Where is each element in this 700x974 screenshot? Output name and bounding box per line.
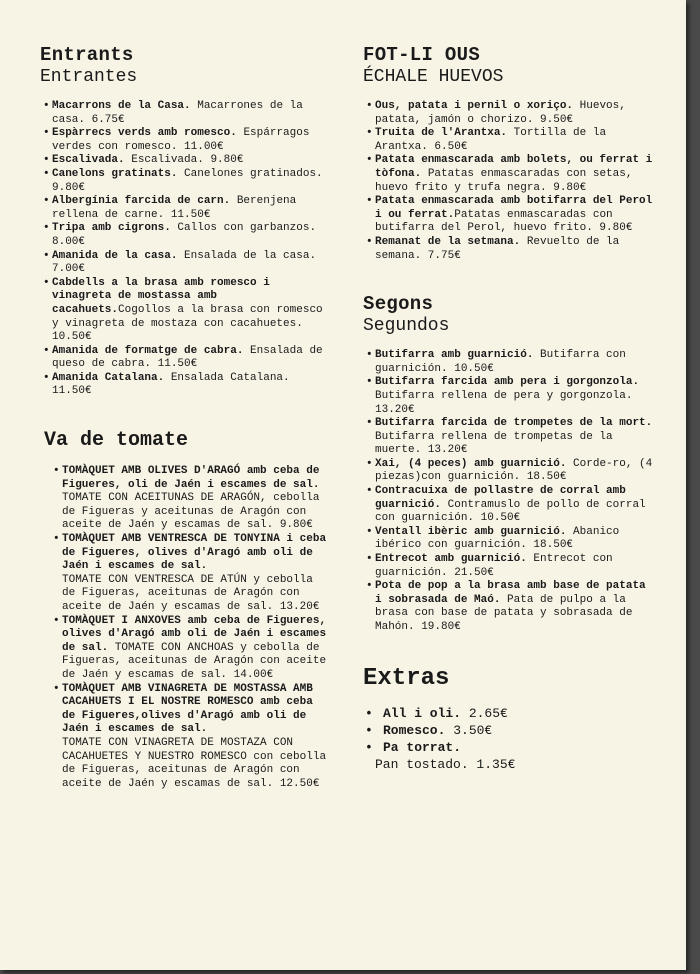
menu-item (40, 277, 330, 345)
extras-section (363, 665, 653, 773)
item-name: Patata enmascarada amb bolets, ou ferrat i tòfona. (375, 154, 653, 180)
item-name: Butifarra farcida amb pera i gorgonzola. (375, 376, 640, 389)
menu-item (363, 485, 653, 526)
item-name: Ous, patata i pernil o xoriço. (375, 100, 574, 112)
ous-section (363, 44, 653, 263)
menu-item (363, 349, 653, 376)
entrants-section (40, 44, 330, 399)
item-name: Contracuixa de pollastre de corral amb guarnició. (375, 485, 626, 511)
item-name: Amanida Catalana. (52, 371, 165, 384)
item-description: TOMATE CON ACEITUNAS DE ARAGÓN, cebolla de Figueras y aceitunas de Aragón con aceite de Jaén y escamas de sal. 9.80€ (62, 492, 320, 532)
menu-item (40, 127, 330, 154)
menu-item (363, 376, 653, 417)
menu-item (363, 154, 653, 195)
item-name: Albergínia farcida de carn. (52, 195, 231, 208)
right-column (363, 44, 653, 803)
menu-item (363, 722, 653, 739)
item-description: 2.65€ (461, 705, 508, 721)
item-name: Remanat de la setmana. (375, 235, 521, 248)
menu-item (40, 222, 330, 249)
item-name: All i oli. (383, 705, 462, 721)
item-name: TOMÀQUET AMB VINAGRETA DE MOSTASSA AMB CACAHUETS I EL NOSTRE ROMESCO amb ceba de Figueres,olives d'Aragó amb oli de Jaén i escames de sal. (62, 682, 313, 736)
menu-item (363, 553, 653, 580)
menu-item (363, 705, 653, 722)
menu-item (363, 236, 653, 263)
menu-item (363, 526, 653, 553)
item-description: Espárragos verdes con romesco. 11.00€ (52, 127, 310, 153)
item-description: Abanico ibérico con guarnición. 18.50€ (375, 525, 620, 552)
item-name: Romesco. (383, 722, 446, 738)
ous-list (363, 100, 653, 263)
item-name: Pa torrat. (383, 739, 462, 755)
menu-item (40, 154, 330, 168)
menu-item (363, 100, 653, 127)
item-name: Ventall ibèric amb guarnició. (375, 525, 567, 538)
item-description: Cogollos a la brasa con romesco y vinagreta de mostaza con cacahuetes. 10.50€ (52, 303, 323, 344)
item-description: TOMATE CON VENTRESCA DE ATÚN y cebolla de Figueras, aceitunas de Aragón con aceite de Jaén y escamas de sal. 13.20€ (62, 573, 320, 613)
item-description: Butifarra rellena de trompetas de la muerte. 13.20€ (375, 430, 613, 457)
item-name: Xai, (4 peces) amb guarnició. (375, 457, 567, 470)
menu-item (40, 168, 330, 195)
segons-subtitle: Segundos (363, 316, 450, 337)
item-name: Butifarra amb guarnició. (375, 349, 534, 362)
item-name: TOMÀQUET I ANXOVES amb ceba de Figueres, olives d'Aragó amb oli de Jaén i escames de sal. (62, 614, 327, 654)
item-description: Revuelto de la semana. 7.75€ (375, 235, 620, 262)
item-description: Corde-ro, (4 piezas)con guarnición. 18.50€ (375, 457, 653, 484)
item-description: Entrecot con guarnición. 21.50€ (375, 553, 613, 579)
item-description: Ensalada Catalana. 11.50€ (52, 371, 290, 398)
extras-title: Extras (363, 664, 450, 692)
menu-item (363, 417, 653, 458)
item-description: Patatas enmascaradas con butifarra del Perol, huevo frito. 9.80€ (375, 208, 633, 235)
ous-title: FOT-LI OUS (363, 44, 481, 66)
segons-title: Segons (363, 293, 434, 316)
item-name: Cabdells a la brasa amb romesco i vinagreta de mostassa amb cacahuets. (52, 276, 270, 316)
item-name: Macarrons de la Casa. (52, 100, 191, 112)
item-name: Tripa amb cigrons. (52, 222, 171, 235)
item-description: 3.50€ (445, 722, 493, 738)
entrants-list (40, 100, 330, 399)
item-name: Amanida de formatge de cabra. (52, 344, 244, 357)
item-description: TOMATE CON ANCHOAS y cebolla de Figueras, aceitunas de Aragón con aceite de Jaén y escamas de sal. 14.00€ (62, 641, 327, 681)
menu-item (363, 195, 653, 236)
menu-item (40, 100, 330, 127)
tomate-title: Va de tomate (44, 429, 189, 453)
item-description: Berenjena rellena de carne. 11.50€ (52, 195, 297, 221)
item-description: Huevos, patata, jamón o chorizo. 9.50€ (375, 100, 626, 126)
item-name: Canelons gratinats. (52, 167, 178, 180)
entrants-subtitle: Entrantes (40, 67, 138, 87)
menu-item (40, 250, 330, 277)
menu-item (50, 615, 330, 683)
ous-subtitle: ÉCHALE HUEVOS (363, 67, 504, 87)
item-description: TOMATE CON VINAGRETA DE MOSTAZA CON CACAHUETES Y NUESTRO ROMESCO con cebolla de Figueras, aceitunas de Aragón con aceite de Jaén y escamas de sal. 12.50€ (62, 736, 327, 790)
menu-item (363, 458, 653, 485)
item-description: Butifarra con guarnición. 10.50€ (375, 349, 626, 375)
menu-item (40, 372, 330, 399)
item-name: Truita de l'Arantxa. (375, 127, 508, 140)
item-name: Amanida de la casa. (52, 249, 178, 262)
item-name: Entrecot amb guarnició. (375, 553, 527, 566)
item-description: Ensalada de la casa. 7.00€ (52, 249, 317, 276)
item-name: TOMÀQUET AMB VENTRESCA DE TONYINA i ceba de Figueres, olives d'Aragó amb oli de Jaén i escames de sal. (62, 533, 327, 573)
menu-item (363, 739, 653, 773)
item-name: Butifarra farcida de trompetes de la mort. (375, 417, 653, 430)
menu-item (50, 533, 330, 615)
item-description: Butifarra rellena de pera y gorgonzola. 13.20€ (375, 389, 633, 416)
item-description: Ensalada de queso de cabra. 11.50€ (52, 344, 323, 371)
menu-item (363, 127, 653, 154)
extras-list (363, 705, 653, 773)
item-name: Espàrrecs verds amb romesco. (52, 127, 237, 140)
item-description: Contramuslo de pollo de corral con guarnición. 10.50€ (375, 498, 646, 525)
menu-item (40, 195, 330, 222)
item-name: Pota de pop a la brasa amb base de patata i sobrasada de Maó. (375, 580, 646, 606)
segons-list (363, 349, 653, 634)
left-column (40, 44, 330, 821)
item-description: Canelones gratinados. 9.80€ (52, 167, 323, 194)
item-name: TOMÀQUET AMB OLIVES D'ARAGÓ amb ceba de Figueres, oli de Jaén i escames de sal. (62, 465, 320, 491)
item-name: Patata enmascarada amb botifarra del Perol i ou ferrat. (375, 195, 653, 221)
menu-item (50, 683, 330, 792)
item-name: Escalivada. (52, 154, 125, 167)
item-description: Patatas enmascaradas con setas, huevo frito y trufa negra. 9.80€ (375, 167, 633, 194)
tomate-section (40, 429, 330, 791)
item-description: Pata de pulpo a la brasa con base de patata y sobrasada de Mahón. 19.80€ (375, 593, 633, 633)
item-description: Pan tostado. 1.35€ (375, 756, 516, 772)
item-description: Tortilla de la Arantxa. 6.50€ (375, 127, 607, 153)
item-description: Escalivada. 9.80€ (124, 154, 244, 167)
item-description: Callos con garbanzos. 8.00€ (52, 222, 317, 248)
menu-item (40, 345, 330, 372)
tomate-list (40, 465, 330, 791)
menu-item (50, 465, 330, 533)
entrants-title: Entrants (40, 44, 134, 66)
item-description: Macarrones de la casa. 6.75€ (52, 100, 303, 126)
menu-item (363, 580, 653, 634)
segons-section (363, 293, 653, 634)
